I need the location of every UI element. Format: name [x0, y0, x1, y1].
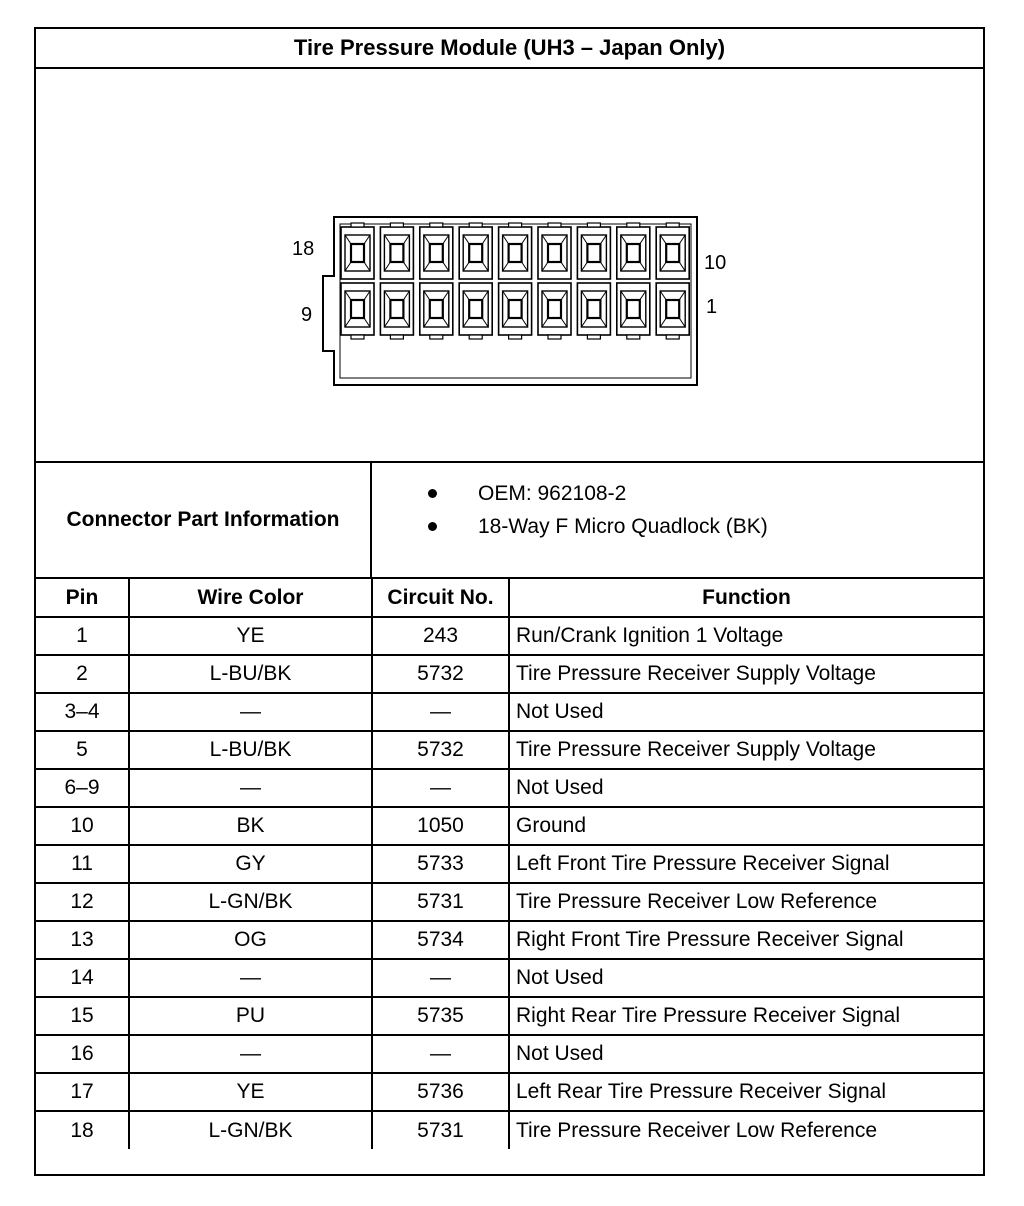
cell-circuit: 243 — [372, 617, 509, 655]
pin-cavity — [538, 283, 571, 339]
cell-function: Right Rear Tire Pressure Receiver Signal — [509, 997, 983, 1035]
connector-part-info — [36, 463, 983, 579]
cell-function: Left Front Tire Pressure Receiver Signal — [509, 845, 983, 883]
cell-function: Run/Crank Ignition 1 Voltage — [509, 617, 983, 655]
cell-wire-color: L-GN/BK — [129, 1111, 372, 1149]
cell-wire-color: YE — [129, 617, 372, 655]
table-row — [36, 845, 983, 883]
cell-circuit: 5736 — [372, 1073, 509, 1111]
cell-circuit: 5735 — [372, 997, 509, 1035]
cell-circuit: 5732 — [372, 731, 509, 769]
pin-cavity — [499, 283, 532, 339]
table-row — [36, 997, 983, 1035]
pin-cavity — [577, 283, 610, 339]
cell-pin: 15 — [36, 997, 129, 1035]
pin-cavity — [499, 223, 532, 279]
pin-label-18: 18 — [292, 238, 315, 260]
cell-wire-color: — — [129, 959, 372, 997]
cell-wire-color: OG — [129, 921, 372, 959]
pin-cavity — [459, 223, 492, 279]
header-pin: Pin — [36, 579, 129, 617]
cell-pin: 17 — [36, 1073, 129, 1111]
cell-function: Not Used — [509, 1035, 983, 1073]
cell-pin: 2 — [36, 655, 129, 693]
cell-wire-color: — — [129, 769, 372, 807]
table-row — [36, 1035, 983, 1073]
header-function: Function — [509, 579, 983, 617]
table-row — [36, 1111, 983, 1149]
part-info-item — [372, 510, 983, 543]
pin-cavity — [341, 223, 374, 279]
page-title: Tire Pressure Module (UH3 – Japan Only) — [36, 29, 983, 69]
cell-circuit: 5732 — [372, 655, 509, 693]
pinout-table — [36, 579, 983, 1149]
cell-wire-color: YE — [129, 1073, 372, 1111]
cell-wire-color: L-BU/BK — [129, 655, 372, 693]
cell-circuit: — — [372, 769, 509, 807]
cell-pin: 18 — [36, 1111, 129, 1149]
table-row — [36, 655, 983, 693]
cell-circuit: 5731 — [372, 883, 509, 921]
pin-label-10: 10 — [704, 252, 727, 274]
pin-cavity — [380, 283, 413, 339]
cell-wire-color: — — [129, 1035, 372, 1073]
cell-wire-color: PU — [129, 997, 372, 1035]
table-row — [36, 807, 983, 845]
cell-wire-color: GY — [129, 845, 372, 883]
cell-wire-color: BK — [129, 807, 372, 845]
cell-pin: 10 — [36, 807, 129, 845]
connector-face-drawing — [36, 69, 983, 461]
cell-function: Tire Pressure Receiver Low Reference — [516, 1118, 878, 1142]
pin-cavity — [617, 283, 650, 339]
cell-pin: 13 — [36, 921, 129, 959]
bullet-icon — [428, 522, 437, 531]
cell-function: Right Front Tire Pressure Receiver Signal — [509, 921, 983, 959]
pin-cavity — [380, 223, 413, 279]
part-info-label: Connector Part Information — [36, 463, 372, 577]
connector-document — [34, 27, 985, 1176]
cell-circuit: 5734 — [372, 921, 509, 959]
cell-function: Tire Pressure Receiver Low Reference — [509, 883, 983, 921]
cell-pin: 14 — [36, 959, 129, 997]
bullet-icon — [428, 489, 437, 498]
cell-circuit: — — [372, 1035, 509, 1073]
pin-cavity — [420, 283, 453, 339]
table-row — [36, 731, 983, 769]
pin-cavity — [656, 223, 689, 279]
cell-function: Ground — [509, 807, 983, 845]
connector-diagram — [36, 69, 983, 463]
cell-pin: 6–9 — [36, 769, 129, 807]
cell-pin: 12 — [36, 883, 129, 921]
cell-wire-color: — — [129, 693, 372, 731]
cell-circuit: 5731 — [372, 1111, 509, 1149]
pin-label-1: 1 — [706, 296, 718, 318]
pin-cavity — [459, 283, 492, 339]
pin-cavity — [341, 283, 374, 339]
table-row — [36, 883, 983, 921]
table-row — [36, 1073, 983, 1111]
table-row — [36, 617, 983, 655]
cell-circuit: 5733 — [372, 845, 509, 883]
pin-cavity — [617, 223, 650, 279]
cell-function: Left Rear Tire Pressure Receiver Signal — [509, 1073, 983, 1111]
cell-pin: 5 — [36, 731, 129, 769]
pin-cavity — [577, 223, 610, 279]
part-info-item — [372, 477, 983, 510]
cell-circuit: — — [372, 959, 509, 997]
pin-cavity — [538, 223, 571, 279]
cell-pin: 1 — [36, 617, 129, 655]
header-circuit-no: Circuit No. — [372, 579, 509, 617]
pin-cavity — [420, 223, 453, 279]
cell-circuit: 1050 — [372, 807, 509, 845]
cell-pin: 3–4 — [36, 693, 129, 731]
part-info-values — [372, 463, 983, 577]
table-row — [36, 769, 983, 807]
table-header-row — [36, 579, 983, 617]
pin-label-9: 9 — [301, 304, 313, 326]
table-row — [36, 959, 983, 997]
cell-circuit: — — [372, 693, 509, 731]
cell-function: Not Used — [509, 769, 983, 807]
cell-wire-color: L-BU/BK — [129, 731, 372, 769]
cell-pin: 11 — [36, 845, 129, 883]
cell-function: Tire Pressure Receiver Supply Voltage — [509, 655, 983, 693]
pin-cavity — [656, 283, 689, 339]
part-info-oem: OEM: 962108-2 — [478, 482, 627, 505]
cell-function: Not Used — [509, 693, 983, 731]
part-info-type: 18-Way F Micro Quadlock (BK) — [478, 515, 768, 538]
cell-pin: 16 — [36, 1035, 129, 1073]
cell-function: Not Used — [509, 959, 983, 997]
table-row — [36, 693, 983, 731]
table-row — [36, 921, 983, 959]
cell-function: Tire Pressure Receiver Supply Voltage — [509, 731, 983, 769]
header-wire-color: Wire Color — [129, 579, 372, 617]
cell-wire-color: L-GN/BK — [129, 883, 372, 921]
